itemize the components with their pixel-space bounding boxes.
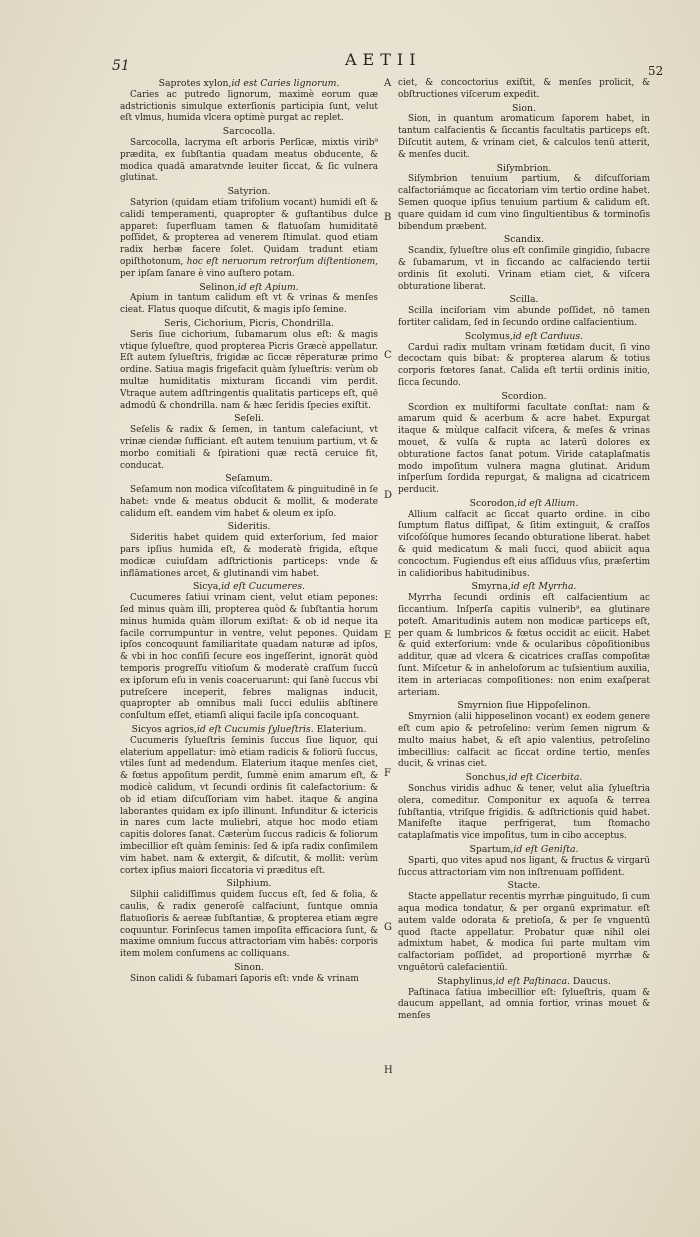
- entry-text: Smyrna,: [471, 581, 511, 593]
- entry-heading: [398, 772, 650, 784]
- margin-letter: E: [384, 630, 392, 641]
- entry-italic: id est Caries lignorum.: [231, 78, 340, 89]
- margin-letter: G: [384, 922, 392, 933]
- entry-text: Sicya,: [192, 581, 222, 593]
- entry-text: Seſelis & radix & ſemen, in tantum calefaciunt, vt vrinæ ciendæ ſufficiant. eſt autem tenuium partium, vt & morbo comitiali & ſpirationi quæ rectā ceruice fit, conducat.: [120, 425, 378, 471]
- entry-text: Seſamum.: [225, 473, 273, 485]
- entry-paragraph: [120, 425, 378, 472]
- entry-text: Cucumeres ſatiui vrinam cient, velut etiam pepones: ſed minus quàm illi, propterea quòd & ſubſtantia horum minus humida quàm illorum exiſtat: & ob id neque ita facile corrumpuntur in ventre, velut pepones. Quidam ipſos concoquunt familiaritate quadam naturæ ad ipſos, & vbi in hoc conſiſi ſecure eos ingeſſerint, ignorāt quòd temporis progreſſu vitioſum & moderatè craſſum ſuccū ex ipſorum eſu in venis coaceruarunt: qui ſanè ſuccus vbi putreſcere inceperit, febres malignas inducit, quapropter ab omnibus mali ſucci eduliis abſtinere conſultum eſſet, etiamſi aliqui facile ipſa concoquant.: [120, 593, 378, 722]
- running-head: AETII: [345, 50, 422, 69]
- entry-text: Paſtinaca ſatiua imbecillior eſt: ſylueſtris, quam & daucum appellant, ad omnia fortior, vrinas mouet & menſes: [398, 987, 650, 1022]
- entry-italic: id eſt Cucumis ſylueſtris.: [196, 724, 314, 736]
- entry-text: ciet, & concoctorius exiſtit, & menſes prolicit, & obſtructiones viſcerum expedit.: [398, 78, 650, 100]
- entry-text: Scolymus,: [464, 330, 513, 342]
- entry-heading: [120, 282, 378, 294]
- entry-text: Sarcocolla.: [222, 126, 276, 138]
- entry-heading: [120, 962, 378, 974]
- entry-text: Smyrnion (alii hipposelinon vocant) ex eodem genere eſt cum apio & petroſelino: verùm ſemen nigrum & multo maius habet, & eſt apio valentius, petroſelino imbecillius: calfacit ac ſiccat ordine tertio, menſes ducit, & vrinas ciet.: [398, 712, 650, 770]
- margin-letter: A: [384, 78, 392, 89]
- entry-text: Seſamum non modica viſcoſitatem & pinguitudinē in ſe habet: vnde & meatus obducit & mollit, & moderate calidum eſt. eandem vim habet & oleum ex ipſo.: [120, 485, 378, 519]
- entry-paragraph: [398, 784, 650, 843]
- entry-paragraph: [398, 246, 650, 293]
- entry-paragraph: [120, 90, 378, 125]
- entry-italic: hoc eſt neruorum retrorſum diſtentionem,: [183, 256, 378, 267]
- entry-italic: id eſt Cicerbita.: [508, 772, 583, 784]
- entry-text: Spartum,: [469, 844, 514, 855]
- margin-letter: F: [384, 768, 391, 779]
- entry-heading: [120, 521, 378, 533]
- entry-text: Stacte appellatur recentis myrrhæ pinguitudo, ſi cum aqua modica tondatur, & per organū exprimatur. eſt autem valde odorata & pretioſa, & per ſe vnguentū quod ſtacte appellatur. Probatur quæ nihil olei admixtum habet, & modica ſui parte multam vim calfactoriam poſſidet, ad proportionē myrrhæ & vnguētorū calefacientiū.: [398, 892, 650, 973]
- entry-text: Sideritis.: [227, 521, 271, 533]
- entry-heading: [120, 878, 378, 890]
- entry-text: Saprotes xylon,: [158, 78, 232, 89]
- entry-text: Scordion.: [501, 390, 547, 402]
- entry-paragraph: [398, 593, 650, 699]
- entry-text: Sicyos agrios,: [131, 724, 197, 736]
- entry-paragraph: [120, 974, 378, 986]
- entry-paragraph: [398, 78, 650, 102]
- entry-heading: [120, 78, 378, 90]
- left-column: [120, 78, 378, 987]
- entry-text: Silphium.: [226, 878, 272, 890]
- entry-heading: [398, 498, 650, 510]
- entry-text: Scorodon,: [469, 497, 518, 509]
- entry-text: Silphii calidiſſimus quidem ſuccus eſt, ſed & folia, & caulis, & radix generoſè calfaciunt, ſuntque omnia flatuoſioris & aereæ ſubſtantiæ, & propterea etiam ægre coquuntur. Forinſecus tamen impoſita efficaciora ſunt, & maxime omnium ſuccus attractoriam vim habēs: corporis item molem conſumens ac colliquans.: [120, 890, 378, 960]
- entry-paragraph: [120, 485, 378, 520]
- entry-paragraph: [398, 306, 650, 330]
- entry-paragraph: [398, 892, 650, 975]
- entry-text: Sinon calidi & ſubamari ſaporis eſt: vnde & vrinam: [130, 973, 359, 984]
- entry-heading: [398, 880, 650, 892]
- entry-text: Allium calfacit ac ſiccat quarto ordine. in cibo ſumptum flatus diſſipat, & ſitim extinguit, & craſſos viſcoſóſque humores ſecando obturatione liberat. habet & quid medicatum & mali ſucci, quod abiicit aqua concoctum. Fugiendus eſt eius aſſiduus vſus, præſertim in calidioribus habitudinibus.: [398, 509, 650, 579]
- entry-text: Scandix, ſylueſtre olus eſt conſimile gingidio, ſubacre & ſubamarum, vt in ſiccando ac calfaciendo tertii ordinis ſit exoluti. Vrinam etiam ciet, & viſcera obturatione liberat.: [398, 246, 650, 292]
- entry-heading: [398, 581, 650, 593]
- entry-text: Sonchus viridis adhuc & tener, velut alia ſylueſtria olera, comeditur. Componitur ex aquoſa & terrea ſubſtantia, vtriſque frigidis. & adſtrictionis quid habet. Manifeſte itaque perfrigerat, tum ſtomacho cataplaſmatis vice impoſitus, tum in cibo acceptus.: [398, 784, 650, 842]
- entry-paragraph: [120, 198, 378, 281]
- entry-text: Sion, in quantum aromaticum ſaporem habet, in tantum calfacientis & ſiccantis facultatis particeps eſt. Diſcutit autem, & vrinam ciet, & calculos tenū atterit, & menſes ducit.: [398, 114, 650, 160]
- entry-text: Scandix.: [503, 234, 545, 246]
- entry-heading: [398, 103, 650, 115]
- entry-heading: [398, 331, 650, 343]
- entry-heading: [398, 700, 650, 712]
- entry-italic: id eſt Myrrha.: [510, 581, 577, 593]
- entry-text: Caries ac putredo lignorum, maximè eorum quæ adstrictionis simulque exterſionis participia ſunt, velut eſt vlmus, humida vlcera optimè purgat ac replet.: [120, 89, 378, 124]
- entry-heading: [398, 163, 650, 175]
- entry-italic: id eſt Allium.: [517, 497, 579, 509]
- margin-letter: C: [384, 350, 392, 361]
- entry-heading: [120, 413, 378, 425]
- entry-text: Siſymbrion tenuium partium, & diſcuſſoriam calfactoriámque ac ſiccatoriam vim tertio ordine habet. Semen quoque ipſius tenuium partium & calidum eſt. quare quidam id cum vino ſingultientibus & torminoſis bibendum præbent.: [398, 174, 650, 232]
- entry-text: Scordion ex multiformi facultate conſtat: nam & amarum quid & acerbum & acre habet. Expurgat itaque & mùlque calfacit viſcera, & meſes & vrinas mouet, & vulſa & rupta ac laterū dolores ex obturatione factos ſanat potum. Viride cataplaſmatis modo impoſitum vulnera magna glutinat. Aridum inſperſum ſordida repurgat, & maligna ad cicatricem perducit.: [398, 402, 650, 496]
- entry-italic: id eſt Cucumeres.: [221, 581, 306, 593]
- entry-paragraph: [398, 403, 650, 497]
- entry-heading: [120, 724, 378, 736]
- entry-paragraph: [398, 856, 650, 880]
- entry-heading: [398, 844, 650, 856]
- folio-number-right: 52: [648, 64, 664, 78]
- entry-text: Cardui radix multam vrinam fœtidam ducit, ſi vino decoctam quis bibat: & propterea alarum & totius corporis fœtores ſanat. Calida eſt tertii ordinis initio, ſicca ſecundo.: [398, 342, 650, 388]
- entry-tail: per ipſam ſanare è vino auſtero potam.: [120, 268, 295, 279]
- entry-paragraph: [120, 330, 378, 413]
- entry-heading: [398, 391, 650, 403]
- entry-heading: [398, 234, 650, 246]
- folio-number-left: 51: [112, 58, 130, 74]
- entry-text: Sparti, quo vites apud nos ligant, & fructus & virgarū ſuccus attractoriam vim non inſtrenuam poſſident.: [398, 855, 650, 878]
- entry-paragraph: [398, 114, 650, 161]
- entry-text: Siſymbrion.: [496, 162, 552, 174]
- entry-tail: Daucus.: [569, 975, 611, 987]
- entry-italic: id eſt Apium.: [237, 281, 299, 293]
- entry-paragraph: [120, 593, 378, 723]
- entry-text: Satyrion (quidam etiam trifolium vocant) humidi eſt & calidi temperamenti, quapropter & guſtantibus dulce apparet: ſuperfluam tamen & flatuoſam humiditatē poſſidet, & propterea ad venerem ſtimulat. quod etiam radix herbæ facere ſolet. Quidam tradunt etiam opiſthotonum,: [120, 197, 378, 267]
- entry-paragraph: [398, 343, 650, 390]
- entry-text: Myrrha ſecundi ordinis eſt calfacientium ac ſiccantium. Inſperſa capitis vulnerib⁹, ea glutinare poteſt. Amaritudinis autem non modicæ particeps eſt, per quam & lumbricos & fœtus occidit ac eiicit. Habet & quid exterſorium: vnde & ocularibus cōpoſitionibus additur, quæ ad vlcera & cicatrices craſſas compoſitæ ſunt. Miſcetur & in anheloſorum ac tuſsientium auxilia, item in arteriacas compoſitiones: non enim exaſperat arteriam.: [398, 593, 650, 698]
- entry-italic: id eſt Geniſta.: [513, 844, 579, 855]
- entry-heading: [120, 318, 378, 330]
- entry-heading: [398, 976, 650, 988]
- entry-text: Apium in tantum calidum eſt vt & vrinas & menſes cieat. Flatus quoque diſcutit, & magis ipſo ſemine.: [120, 293, 378, 316]
- entry-italic: id eſt Carduus.: [512, 330, 584, 342]
- entry-paragraph: [120, 138, 378, 185]
- entry-text: Sion.: [512, 102, 536, 114]
- entry-paragraph: [398, 988, 650, 1023]
- entry-text: Stacte.: [507, 880, 541, 892]
- entry-italic: id eſt Paſtinaca.: [495, 975, 570, 987]
- entry-paragraph: [120, 736, 378, 878]
- entry-tail: Elaterium.: [313, 724, 367, 736]
- entry-text: Scilla.: [509, 294, 539, 306]
- entry-paragraph: [398, 510, 650, 581]
- entry-text: Sideritis habet quidem quid exterſorium, ſed maior pars ipſius humida eſt, & moderatè frigida, eſtque modicæ cuiuſdam adſtrictionis particeps: vnde & inflāmationes arcet, & glutinandi vim habet.: [120, 533, 378, 579]
- entry-text: Cucumeris ſylueſtris ſeminis ſuccus ſiue liquor, qui elaterium appellatur: imò etiam radicis & foliorū ſuccus, vtiles ſunt ad medendum. Elaterium itaque menſes ciet, & fœtus appoſitum perdit, ſummè enim amarum eſt, & modicè calidum, vt ſecundi ordinis ſit calefactorium: & ob id etiam diſcuſſoriam vim habet. itaque & angina laborantes quidam ex ipſo illinunt. Infunditur & ictericis in nares cum lacte muliebri, atque hoc modo etiam capitis dolores ſanat. Cæterùm ſuccus radicis & foliorum imbecillior eſt quàm ſeminis: ſed & ipſa radix conſimilem vim habet. nam & extergit, & diſcutit, & mollit: verùm cortex ipſius maiori ſiccatoria vi præditus eſt.: [120, 735, 378, 876]
- entry-text: Smyrnion ſiue Hippoſelinon.: [457, 700, 591, 712]
- margin-letter: B: [384, 212, 392, 223]
- entry-text: Selinon,: [199, 281, 238, 293]
- entry-heading: [120, 126, 378, 138]
- entry-text: Seris, Cichorium, Picris, Chondrilla.: [163, 317, 334, 329]
- entry-heading: [120, 581, 378, 593]
- entry-paragraph: [120, 890, 378, 961]
- right-column: [398, 78, 650, 1024]
- entry-heading: [120, 473, 378, 485]
- entry-text: Sonchus,: [465, 772, 509, 784]
- margin-letter: H: [384, 1065, 393, 1076]
- entry-heading: [398, 294, 650, 306]
- entry-text: Seris ſiue cichorium, ſubamarum olus eſt: & magis vtique ſylueſtre, quod propterea Picris Græcè appellatur. Eſt autem ſylueſtris, frigidæ ac ſiccæ rēperaturæ primo ordine. Satiua magis frigefacit quàm ſylueſtris: verùm ob multæ humiditatis mixturam ſiccandi vim perdit. Vtraque autem adſtringentis qualitatis particeps eſt, quē admodū & chondrilla. nam & hæc ſeridis ſpecies exiſtit.: [120, 329, 378, 411]
- entry-paragraph: [398, 174, 650, 233]
- entry-text: Seſeli.: [234, 413, 264, 425]
- entry-text: Staphylinus,: [437, 975, 496, 987]
- entry-paragraph: [120, 293, 378, 317]
- entry-text: Satyrion.: [227, 186, 271, 198]
- entry-heading: [120, 186, 378, 198]
- entry-text: Sinon.: [234, 961, 264, 973]
- margin-letter: D: [384, 490, 393, 501]
- entry-paragraph: [120, 533, 378, 580]
- entry-text: Sarcocolla, lacryma eſt arboris Perſicæ, mixtis virib⁹ prædita, ex ſubſtantia quadam meatus obducente, & modica quadā amaratvnde leuiter ſiccat, & ſic vulnera glutinat.: [120, 137, 378, 184]
- entry-paragraph: [398, 712, 650, 771]
- entry-text: Scilla inciſoriam vim abunde poſſidet, nō tamen fortiter calidam, ſed in ſecundo ordine calfacientium.: [398, 306, 650, 328]
